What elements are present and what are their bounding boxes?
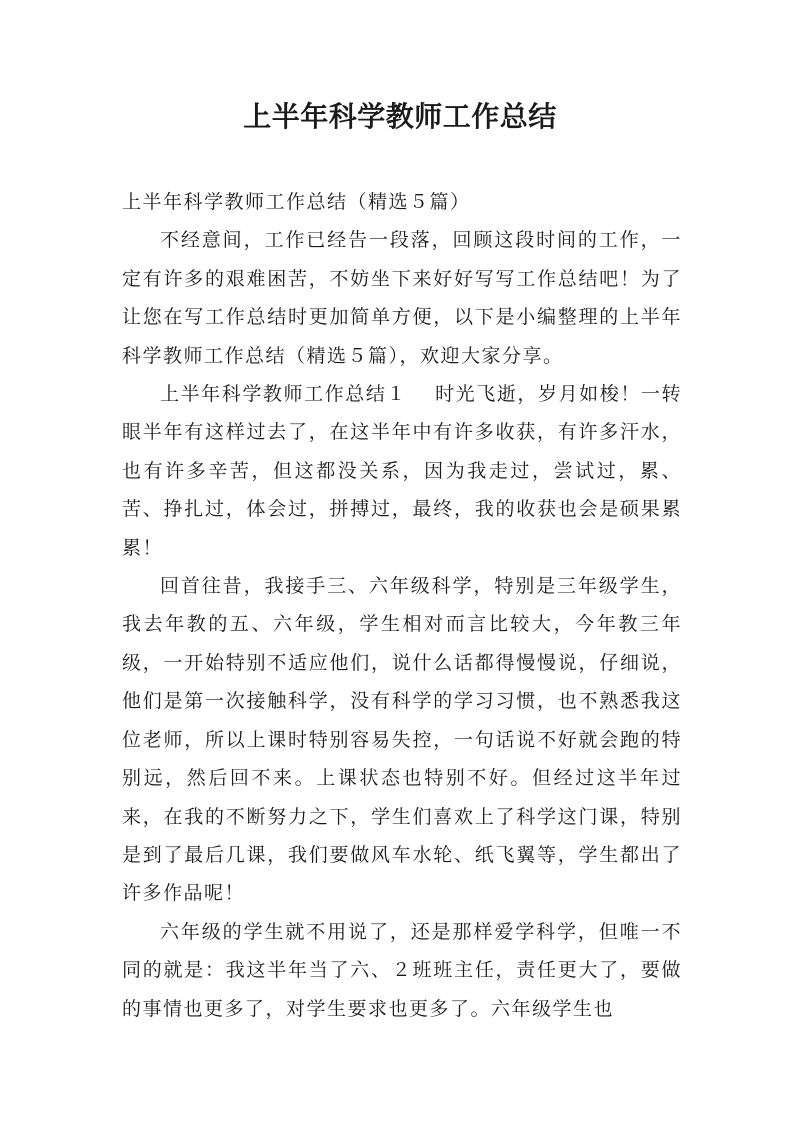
document-subtitle: 上半年科学教师工作总结（精选５篇） xyxy=(122,191,471,213)
section-1-heading: 上半年科学教师工作总结１ xyxy=(160,383,407,406)
paragraph-2: 回首往昔，我接手三、六年级科学，特别是三年级学生，我去年教的五、六年级，学生相对而言比较大，今年教三年级，一开始特别不适应他们，说什么话都得慢慢说，仔细说，他们是第一次接触科学，没有科学的学习习惯，也不熟悉我这位老师，所以上课时特别容易失控，一句话说不好就会跑的特别远，然后回不来。上课状态也特别不好。但经过这半年过来，在我的不断努力之下，学生们喜欢上了科学这门课，特别是到了最后几课，我们要做风车水轮、纸飞翼等，学生都出了许多作品呢！ xyxy=(122,575,682,905)
paragraph-3: 六年级的学生就不用说了，还是那样爱学科学，但唯一不同的就是：我这半年当了六、２班班主任，责任更大了，要做的事情也更多了，对学生要求也更多了。六年级学生也 xyxy=(122,920,682,1020)
section-1-paragraph xyxy=(122,375,682,567)
intro-paragraph: 不经意间，工作已经告一段落，回顾这段时间的工作，一定有许多的艰难困苦，不妨坐下来好好写写工作总结吧！为了让您在写工作总结时更加简单方便，以下是小编整理的上半年科学教师工作总结（精选５篇），欢迎大家分享。 xyxy=(122,229,682,367)
section-1-text: 时光飞逝，岁月如梭！一转眼半年有这样过去了，在这半年中有许多收获，有许多汗水，也有许多辛苦，但这都没关系，因为我走过，尝试过，累、苦、挣扎过，体会过，拼搏过，最终，我的收获也会是硕果累累！ xyxy=(122,383,682,559)
document-title: 上半年科学教师工作总结 xyxy=(243,100,557,133)
document-body xyxy=(122,183,682,1028)
